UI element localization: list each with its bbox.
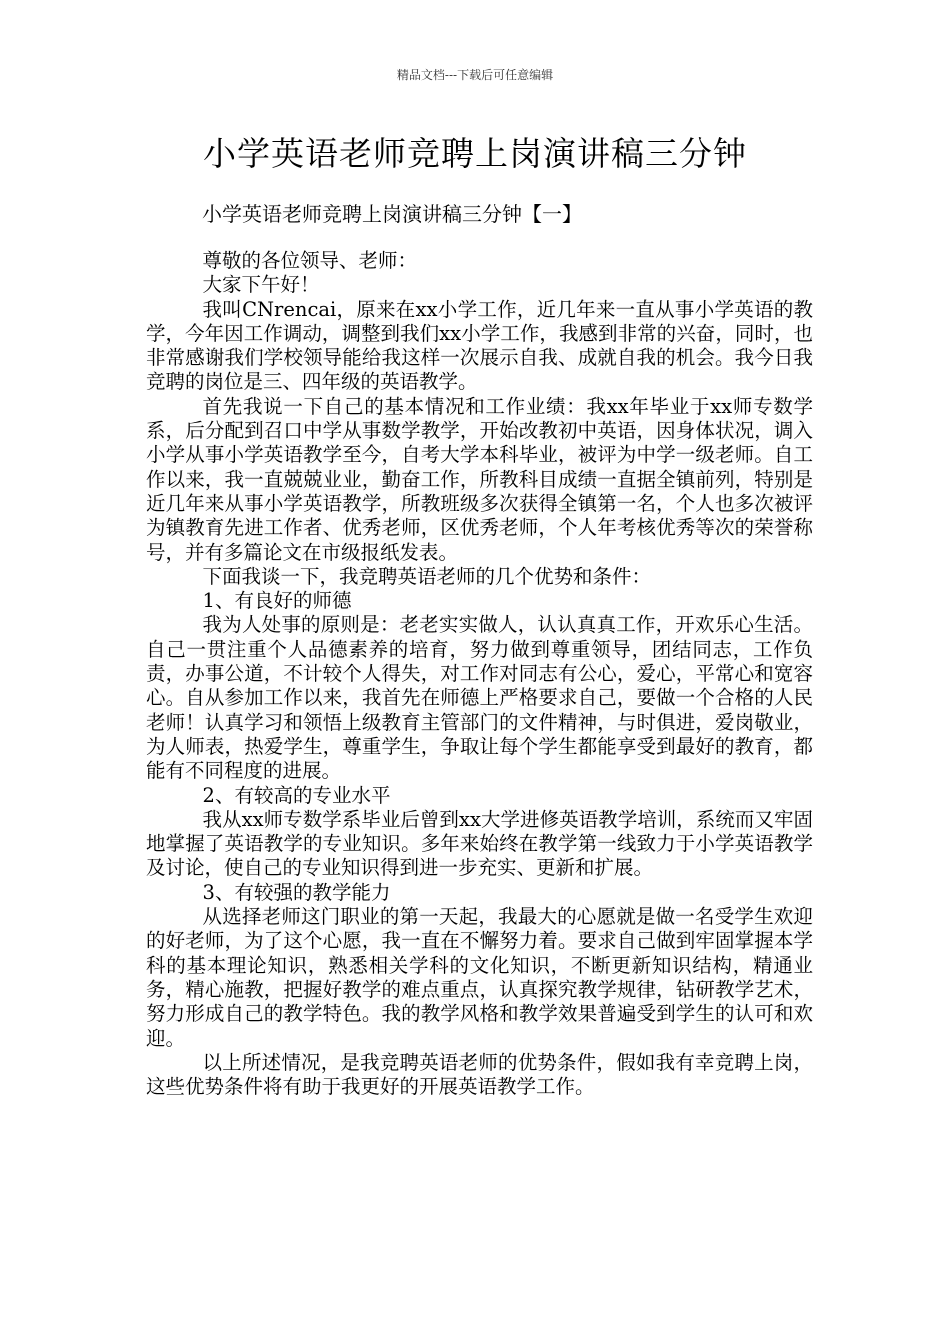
salutation: 尊敬的各位领导、老师： <box>202 249 418 272</box>
document-body <box>146 249 813 1099</box>
paragraph-transition: 下面我谈一下，我竞聘英语老师的几个优势和条件： <box>202 564 652 588</box>
paragraph-professional: 我从xx师专数学系毕业后曾到xx大学进修英语教学培训，系统而又牢固地掌握了英语教学的专业知识。多年来始终在教学第一线致力于小学英语教学及讨论，使自己的专业知识得到进一步充实、更新和扩展。 <box>146 807 813 880</box>
section-heading-teaching: 3、有较强的教学能力 <box>202 880 391 904</box>
document-subtitle: 小学英语老师竞聘上岗演讲稿三分钟【一】 <box>202 202 582 226</box>
section-heading-ethics: 1、有良好的师德 <box>202 589 352 613</box>
greeting: 大家下午好！ <box>202 273 320 297</box>
document-title: 小学英语老师竞聘上岗演讲稿三分钟 <box>203 134 747 173</box>
paragraph-background: 首先我说一下自己的基本情况和工作业绩：我xx年毕业于xx师专数学系，后分配到召口中学从事数学教学，开始改教初中英语，因身体状况，调入小学从事小学英语教学至今，自考大学本科毕业，被评为中学一级老师。自工作以来，我一直兢兢业业，勤奋工作，所教科目成绩一直据全镇前列，特别是近几年来从事小学英语教学，所教班级多次获得全镇第一名，个人也多次被评为镇教育先进工作者、优秀老师，区优秀老师，个人年考核优秀等次的荣誉称号，并有多篇论文在市级报纸发表。 <box>146 394 813 564</box>
paragraph-conclusion: 以上所述情况，是我竞聘英语老师的优势条件，假如我有幸竞聘上岗，这些优势条件将有助于我更好的开展英语教学工作。 <box>146 1050 813 1099</box>
header-note: 精品文档---下载后可任意编辑 <box>396 68 554 82</box>
paragraph-introduction: 我叫CNrencai，原来在xx小学工作，近几年来一直从事小学英语的教学，今年因工作调动，调整到我们xx小学工作，我感到非常的兴奋，同时，也非常感谢我们学校领导能给我这样一次展示自我、成就自我的机会。我今日我竞聘的岗位是三、四年级的英语教学。 <box>146 297 813 394</box>
paragraph-teaching: 从选择老师这门职业的第一天起，我最大的心愿就是做一名受学生欢迎的好老师，为了这个心愿，我一直在不懈努力着。要求自己做到牢固掌握本学科的基本理论知识，熟悉相关学科的文化知识，不断更新知识结构，精通业务，精心施教，把握好教学的难点重点，认真探究教学规律，钻研教学艺术，努力形成自己的教学特色。我的教学风格和教学效果普遍受到学生的认可和欢迎。 <box>146 905 813 1050</box>
paragraph-ethics: 我为人处事的原则是：老老实实做人，认认真真工作，开欢乐心生活。自己一贯注重个人品德素养的培育，努力做到尊重领导，团结同志，工作负责，办事公道，不计较个人得失，对工作对同志有公心，爱心，平常心和宽容心。自从参加工作以来，我首先在师德上严格要求自己，要做一个合格的人民老师！认真学习和领悟上级教育主管部门的文件精神，与时俱进，爱岗敬业，为人师表，热爱学生，尊重学生，争取让每个学生都能享受到最好的教育，都能有不同程度的进展。 <box>146 613 813 783</box>
section-heading-professional: 2、有较高的专业水平 <box>202 783 391 807</box>
